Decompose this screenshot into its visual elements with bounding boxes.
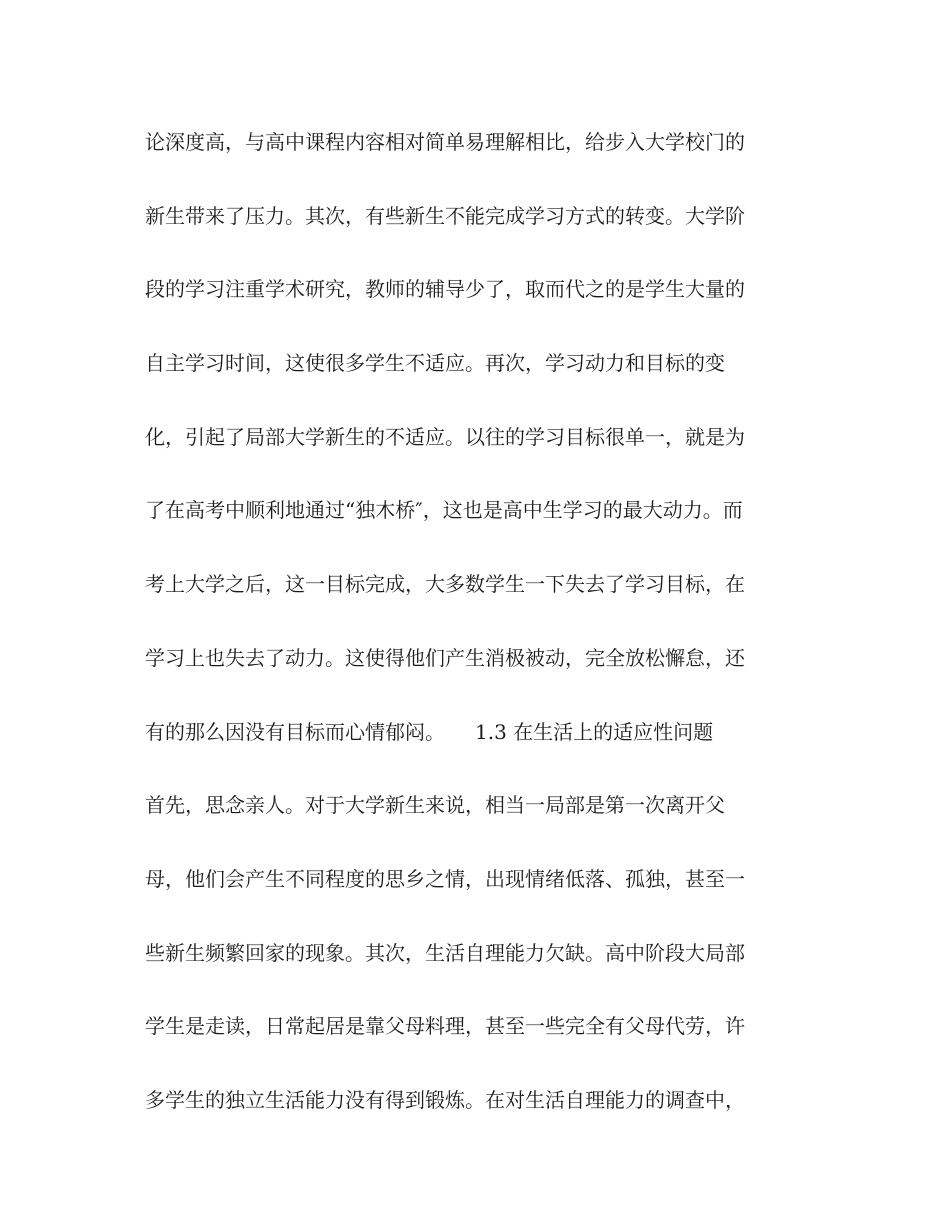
- text-line-9-with-section-heading: 有的那么因没有目标而心情郁闷。 1.3 在生活上的适应性问题: [145, 719, 714, 744]
- text-line-2: 新生带来了压力。其次，有些新生不能完成学习方式的转变。大学阶: [145, 203, 745, 228]
- text-line-10: 首先，思念亲人。对于大学新生来说，相当一局部是第一次离开父: [145, 793, 725, 818]
- text-line-14: 多学生的独立生活能力没有得到锻炼。在对生活自理能力的调查中，: [145, 1087, 745, 1112]
- text-line-13: 学生是走读，日常起居是靠父母料理，甚至一些完全有父母代劳，许: [145, 1014, 745, 1039]
- text-line-8: 学习上也失去了动力。这使得他们产生消极被动，完全放松懈怠，还: [145, 645, 745, 670]
- text-line-7: 考上大学之后，这一目标完成，大多数学生一下失去了学习目标，在: [145, 572, 745, 597]
- body-text: [145, 120, 815, 1152]
- text-line-4: 自主学习时间，这使很多学生不适应。再次，学习动力和目标的变: [145, 351, 725, 376]
- text-line-5: 化，引起了局部大学新生的不适应。以往的学习目标很单一，就是为: [145, 424, 745, 449]
- text-line-3: 段的学习注重学术研究，教师的辅导少了，取而代之的是学生大量的: [145, 277, 745, 302]
- text-line-6: 了在高考中顺利地通过“独木桥″，这也是高中生学习的最大动力。而: [145, 498, 743, 523]
- text-line-11: 母，他们会产生不同程度的思乡之情，出现情绪低落、孤独，甚至一: [145, 866, 745, 891]
- text-line-1: 论深度高，与高中课程内容相对简单易理解相比，给步入大学校门的: [145, 130, 745, 154]
- text-line-12: 些新生频繁回家的现象。其次，生活自理能力欠缺。高中阶段大局部: [145, 940, 745, 965]
